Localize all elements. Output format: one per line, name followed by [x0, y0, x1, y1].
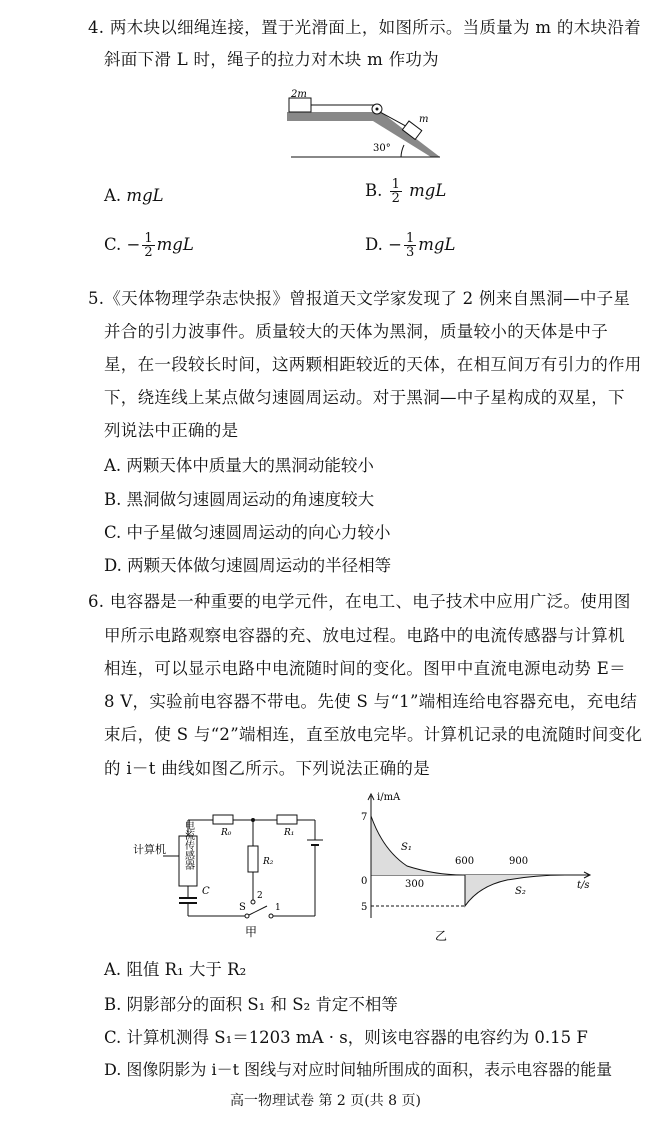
q5-line-1: 5.《天体物理学杂志快报》曾报道天文学家发现了 2 例来自黑洞—中子星 — [88, 289, 631, 308]
y-axis-label: i/mA — [377, 792, 401, 803]
angle-label: 30° — [373, 143, 391, 154]
switch-label: S — [239, 902, 246, 913]
svg-text:2: 2 — [257, 891, 263, 901]
q6-line-2: 甲所示电路观察电容器的充、放电过程。电路中的电流传感器与计算机 — [104, 626, 625, 645]
r1-label: R₁ — [284, 828, 295, 838]
sensor-label: 电流传感器 — [182, 820, 194, 870]
x-axis-label: t/s — [577, 880, 590, 891]
q4-option-c[interactable]: C. − $\frac{1}{2}$ mgL — [104, 231, 194, 260]
block-2m-label: 2m — [291, 89, 307, 100]
circuit-diagram — [133, 798, 333, 943]
tick-7: 7 — [361, 812, 368, 823]
q6-line-3: 相连，可以显示电路中电流随时间的变化。图甲中直流电源电动势 E＝ — [104, 659, 626, 678]
svg-text:1: 1 — [275, 903, 281, 913]
capacitor-label: C — [202, 886, 210, 897]
q5-line-2: 并合的引力波事件。质量较大的天体为黑洞，质量较小的天体是中子 — [104, 322, 608, 341]
q6-line-5: 束后，使 S 与“2”端相连，直至放电完毕。计算机记录的电流随时间变化 — [104, 725, 643, 744]
q6-line-4: 8 V，实验前电容器不带电。先使 S 与“1”端相连给电容器充电，充电结 — [104, 692, 638, 711]
q6-line-6: 的 i－t 曲线如图乙所示。下列说法正确的是 — [104, 759, 430, 778]
q5-option-a[interactable]: A. 两颗天体中质量大的黑洞动能较小 — [104, 456, 374, 475]
q4-line-1: 4. 两木块以细绳连接，置于光滑面上，如图所示。当质量为 m 的木块沿着 — [88, 18, 641, 37]
current-time-chart — [355, 788, 605, 948]
incline-figure — [285, 85, 450, 165]
q5-option-d[interactable]: D. 两颗天体做匀速圆周运动的半径相等 — [104, 556, 392, 575]
r0-label: R₀ — [221, 828, 232, 838]
s2-label: S₂ — [515, 886, 526, 897]
resistor-r2 — [248, 846, 258, 872]
r2-label: R₂ — [263, 857, 274, 867]
tick-0: 0 — [361, 876, 368, 887]
q6-option-a[interactable]: A. 阻值 R₁ 大于 R₂ — [104, 960, 247, 979]
q6-option-b[interactable]: B. 阴影部分的面积 S₁ 和 S₂ 肯定不相等 — [104, 995, 398, 1014]
tick-300: 300 — [405, 879, 425, 890]
q5-line-4: 下，绕连线上某点做匀速圆周运动。对于黑洞—中子星构成的双星，下 — [104, 388, 625, 407]
q4-line-2: 斜面下滑 L 时，绳子的拉力对木块 m 作功为 — [104, 50, 439, 69]
switch — [249, 906, 267, 915]
computer-label: 计算机 — [133, 843, 166, 856]
tick-5: 5 — [361, 902, 368, 913]
block-2m — [289, 98, 311, 112]
tick-600: 600 — [455, 856, 475, 867]
q5-option-c[interactable]: C. 中子星做匀速圆周运动的向心力较小 — [104, 523, 391, 542]
resistor-r0 — [213, 815, 233, 824]
q5-line-3: 星，在一段较长时间，这两颗相距较近的天体，在相互间万有引力的作用 — [104, 355, 642, 374]
charge-curve-s1 — [371, 816, 463, 875]
q6-option-d[interactable]: D. 图像阴影为 i－t 图线与对应时间轴所围成的面积，表示电容器的能量 — [104, 1060, 613, 1079]
tick-900: 900 — [509, 856, 529, 867]
q4-option-d[interactable]: D. − $\frac{1}{3}$ mgL — [365, 231, 456, 260]
q5-option-b[interactable]: B. 黑洞做匀速圆周运动的角速度较大 — [104, 490, 375, 509]
q5-line-5: 列说法中正确的是 — [104, 421, 239, 440]
resistor-r1 — [277, 815, 297, 824]
q6-line-1: 6. 电容器是一种重要的电学元件，在电工、电子技术中应用广泛。使用图 — [88, 592, 631, 611]
q6-option-c[interactable]: C. 计算机测得 S₁＝1203 mA · s，则该电容器的电容约为 0.15 F — [104, 1028, 588, 1047]
q4-option-a[interactable]: A. mgL — [104, 186, 164, 205]
s1-label: S₁ — [401, 842, 412, 853]
chart-caption: 乙 — [435, 929, 448, 943]
block-m-label: m — [419, 114, 429, 125]
circuit-caption: 甲 — [245, 925, 258, 939]
q4-option-b[interactable]: B. $\frac{1}{2}$ mgL — [365, 177, 447, 206]
table-surface — [287, 112, 373, 121]
page-footer: 高一物理试卷 第 2 页(共 8 页) — [230, 1093, 421, 1109]
